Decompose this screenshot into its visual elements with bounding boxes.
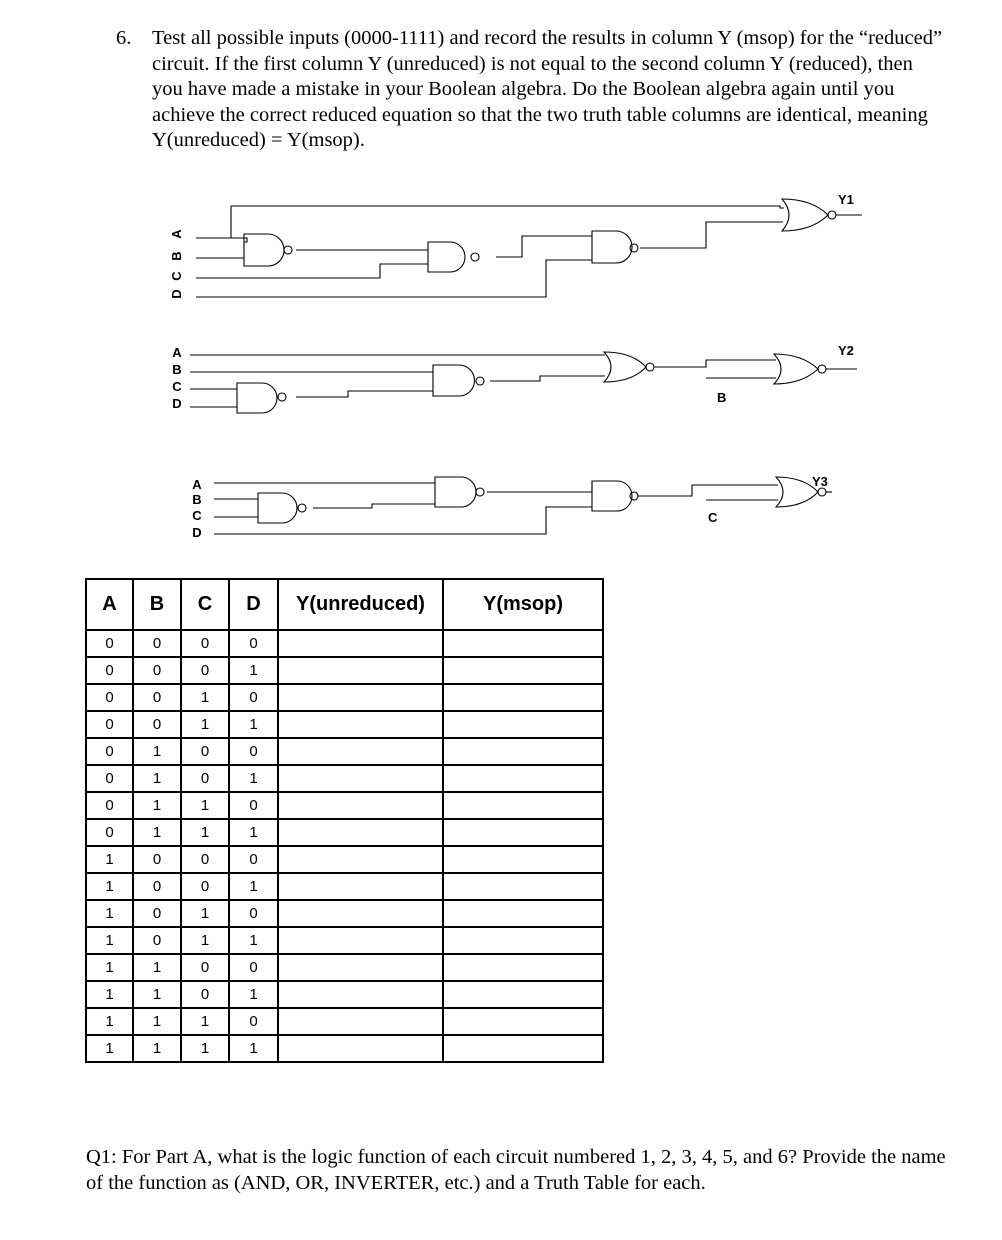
cell-c: 1 <box>181 1035 229 1062</box>
cell-d: 0 <box>229 630 278 657</box>
c2-nand-gate-1 <box>237 383 277 413</box>
c1-bubble-2 <box>471 253 479 261</box>
table-row <box>86 981 603 1008</box>
cell-a: 0 <box>86 684 133 711</box>
cell-a: 1 <box>86 927 133 954</box>
cell-b: 1 <box>133 1008 181 1035</box>
c1-output-label: Y1 <box>838 192 854 207</box>
cell-d: 1 <box>229 1035 278 1062</box>
cell-y-msop[interactable] <box>443 630 603 657</box>
c1-nand-gate-3 <box>592 231 632 263</box>
cell-b: 0 <box>133 657 181 684</box>
c2-bubble-2 <box>476 377 484 385</box>
cell-b: 1 <box>133 738 181 765</box>
cell-y-unreduced[interactable] <box>278 630 443 657</box>
cell-b: 1 <box>133 792 181 819</box>
cell-d: 0 <box>229 684 278 711</box>
c1-nand-gate-2 <box>428 242 465 272</box>
c3-wires <box>214 483 778 534</box>
cell-c: 0 <box>181 630 229 657</box>
cell-d: 0 <box>229 738 278 765</box>
cell-a: 1 <box>86 900 133 927</box>
logic-circuits <box>0 0 1002 560</box>
header-y-unreduced: Y(unreduced) <box>278 579 443 630</box>
cell-y-unreduced[interactable] <box>278 981 443 1008</box>
c1-wires <box>196 206 862 297</box>
cell-y-unreduced[interactable] <box>278 927 443 954</box>
cell-y-unreduced[interactable] <box>278 738 443 765</box>
table-row <box>86 738 603 765</box>
table-header-row <box>86 579 603 630</box>
c3-bubble-1 <box>298 504 306 512</box>
table-row <box>86 927 603 954</box>
cell-d: 1 <box>229 819 278 846</box>
cell-y-unreduced[interactable] <box>278 657 443 684</box>
c2-wires <box>190 355 776 407</box>
cell-y-unreduced[interactable] <box>278 684 443 711</box>
cell-y-msop[interactable] <box>443 900 603 927</box>
question-text: Q1: For Part A, what is the logic function of each circuit numbered 1, 2, 3, 4, 5, and 6? Provide the name of the function as (AND, OR, INVERTER, etc.) and a Truth Table for each. <box>86 1146 946 1194</box>
cell-d: 0 <box>229 846 278 873</box>
cell-a: 0 <box>86 792 133 819</box>
c3-output-bubble <box>818 488 826 496</box>
c1-nand-gate-1 <box>244 234 284 266</box>
table-row <box>86 792 603 819</box>
circuit-1 <box>169 192 862 299</box>
c2-label-d: D <box>172 396 182 411</box>
cell-d: 0 <box>229 900 278 927</box>
cell-y-msop[interactable] <box>443 657 603 684</box>
cell-y-unreduced[interactable] <box>278 954 443 981</box>
cell-a: 0 <box>86 630 133 657</box>
table-row <box>86 765 603 792</box>
header-c: C <box>181 579 229 630</box>
cell-y-msop[interactable] <box>443 738 603 765</box>
circuit-2 <box>172 343 857 413</box>
cell-d: 1 <box>229 873 278 900</box>
cell-b: 0 <box>133 630 181 657</box>
c1-label-c: C <box>169 271 184 281</box>
cell-b: 0 <box>133 873 181 900</box>
cell-d: 1 <box>229 981 278 1008</box>
cell-c: 0 <box>181 657 229 684</box>
c3-nand-gate-1 <box>258 493 297 523</box>
cell-c: 0 <box>181 765 229 792</box>
cell-d: 1 <box>229 657 278 684</box>
c3-output-label: Y3 <box>812 474 828 489</box>
c1-bubble-1 <box>284 246 292 254</box>
cell-b: 1 <box>133 765 181 792</box>
table-row <box>86 819 603 846</box>
cell-y-unreduced[interactable] <box>278 1035 443 1062</box>
cell-y-unreduced[interactable] <box>278 900 443 927</box>
table-row <box>86 873 603 900</box>
cell-d: 0 <box>229 1008 278 1035</box>
table-row <box>86 1008 603 1035</box>
c1-bubble-3 <box>630 244 638 252</box>
instruction-number: 6. <box>116 27 132 49</box>
c1-output-gate <box>782 199 828 231</box>
c3-nand-gate-3 <box>592 481 632 511</box>
cell-b: 1 <box>133 1035 181 1062</box>
c3-extra-input-label: C <box>708 510 718 525</box>
cell-d: 1 <box>229 711 278 738</box>
cell-d: 0 <box>229 954 278 981</box>
c1-label-b: B <box>169 251 184 261</box>
cell-y-unreduced[interactable] <box>278 792 443 819</box>
cell-y-unreduced[interactable] <box>278 711 443 738</box>
cell-y-msop[interactable] <box>443 792 603 819</box>
cell-y-msop[interactable] <box>443 981 603 1008</box>
table-row <box>86 630 603 657</box>
truth-table <box>85 578 604 1063</box>
cell-y-msop[interactable] <box>443 711 603 738</box>
table-row <box>86 846 603 873</box>
cell-a: 1 <box>86 1008 133 1035</box>
cell-c: 1 <box>181 900 229 927</box>
table-row <box>86 900 603 927</box>
c3-bubble-3 <box>630 492 638 500</box>
cell-b: 0 <box>133 846 181 873</box>
header-d: D <box>229 579 278 630</box>
table-row <box>86 657 603 684</box>
cell-c: 0 <box>181 954 229 981</box>
c1-output-bubble <box>828 211 836 219</box>
c3-label-a: A <box>192 477 202 492</box>
c2-label-b: B <box>172 362 182 377</box>
header-a: A <box>86 579 133 630</box>
table-row <box>86 684 603 711</box>
cell-d: 1 <box>229 927 278 954</box>
c3-bubble-2 <box>476 488 484 496</box>
cell-b: 0 <box>133 684 181 711</box>
c2-output-gate <box>774 354 818 384</box>
table-row <box>86 1035 603 1062</box>
c3-label-c: C <box>192 508 202 523</box>
c1-label-a: A <box>169 229 184 239</box>
cell-y-msop[interactable] <box>443 765 603 792</box>
cell-y-msop[interactable] <box>443 1008 603 1035</box>
cell-y-unreduced[interactable] <box>278 765 443 792</box>
cell-y-msop[interactable] <box>443 819 603 846</box>
cell-c: 1 <box>181 684 229 711</box>
cell-c: 0 <box>181 873 229 900</box>
cell-b: 0 <box>133 711 181 738</box>
table-row <box>86 711 603 738</box>
cell-b: 1 <box>133 981 181 1008</box>
cell-c: 1 <box>181 792 229 819</box>
c2-bubble-3 <box>646 363 654 371</box>
cell-a: 0 <box>86 657 133 684</box>
cell-y-msop[interactable] <box>443 927 603 954</box>
cell-y-unreduced[interactable] <box>278 873 443 900</box>
cell-c: 1 <box>181 711 229 738</box>
cell-y-msop[interactable] <box>443 954 603 981</box>
cell-b: 1 <box>133 954 181 981</box>
cell-c: 1 <box>181 927 229 954</box>
circuit-3 <box>192 474 832 540</box>
c1-label-d: D <box>169 289 184 299</box>
cell-y-unreduced[interactable] <box>278 1008 443 1035</box>
c2-label-a: A <box>172 345 182 360</box>
cell-b: 0 <box>133 900 181 927</box>
cell-a: 1 <box>86 873 133 900</box>
cell-a: 1 <box>86 981 133 1008</box>
header-y-msop: Y(msop) <box>443 579 603 630</box>
table-row <box>86 954 603 981</box>
c3-nand-gate-2 <box>435 477 476 507</box>
cell-d: 1 <box>229 765 278 792</box>
cell-y-msop[interactable] <box>443 1035 603 1062</box>
instruction-text: Test all possible inputs (0000-1111) and record the results in column Y (msop) for the “reduced” circuit. If the first column Y (unreduced) is not equal to the second column Y (reduced), then you have made a mistake in your Boolean algebra. Do the Boolean algebra again until you achieve the correct reduced equation so that the two truth table columns are identical, meaning Y(unreduced) = Y(msop). <box>152 27 943 151</box>
cell-y-unreduced[interactable] <box>278 819 443 846</box>
cell-c: 0 <box>181 846 229 873</box>
cell-a: 0 <box>86 765 133 792</box>
c2-bubble-1 <box>278 393 286 401</box>
cell-d: 0 <box>229 792 278 819</box>
cell-y-msop[interactable] <box>443 846 603 873</box>
cell-a: 0 <box>86 711 133 738</box>
c3-label-b: B <box>192 492 202 507</box>
c3-label-d: D <box>192 525 202 540</box>
cell-a: 0 <box>86 819 133 846</box>
c2-label-c: C <box>172 379 182 394</box>
cell-a: 1 <box>86 846 133 873</box>
cell-y-msop[interactable] <box>443 873 603 900</box>
cell-y-unreduced[interactable] <box>278 846 443 873</box>
cell-y-msop[interactable] <box>443 684 603 711</box>
c2-nand-gate-2 <box>433 365 474 396</box>
cell-a: 0 <box>86 738 133 765</box>
cell-a: 1 <box>86 954 133 981</box>
cell-c: 0 <box>181 738 229 765</box>
c2-extra-input-label: B <box>717 390 727 405</box>
cell-c: 0 <box>181 981 229 1008</box>
header-b: B <box>133 579 181 630</box>
c2-output-bubble <box>818 365 826 373</box>
c2-or-gate <box>604 352 646 382</box>
cell-b: 1 <box>133 819 181 846</box>
cell-c: 1 <box>181 819 229 846</box>
cell-c: 1 <box>181 1008 229 1035</box>
c2-output-label: Y2 <box>838 343 854 358</box>
cell-a: 1 <box>86 1035 133 1062</box>
cell-b: 0 <box>133 927 181 954</box>
